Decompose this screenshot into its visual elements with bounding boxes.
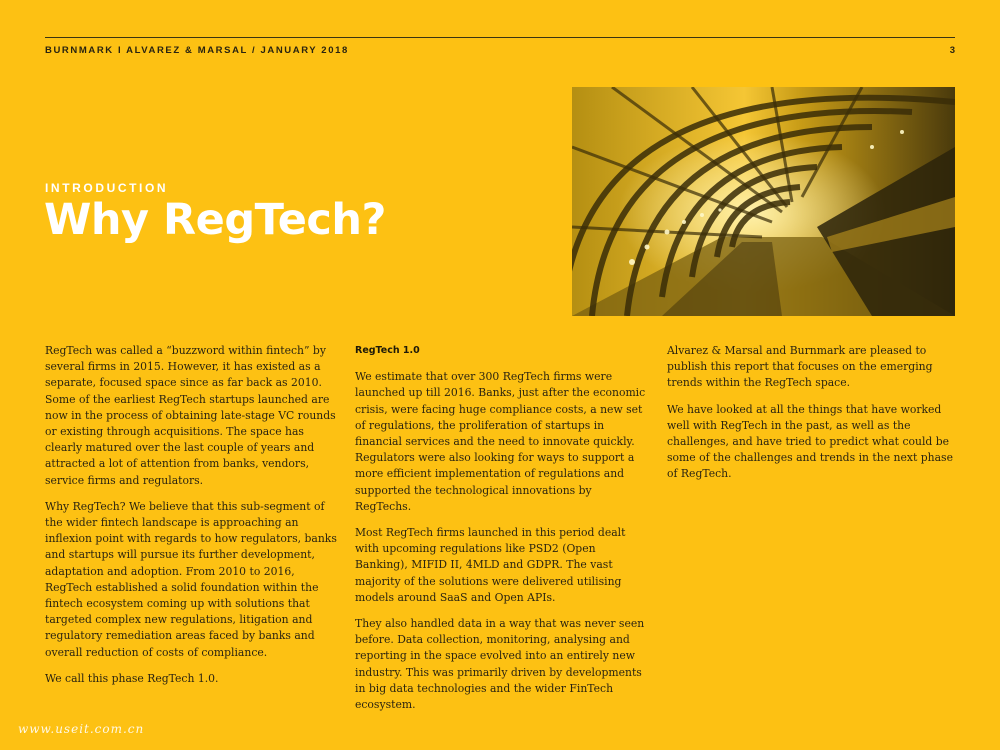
paragraph: We estimate that over 300 RegTech firms were launched up till 2016. Banks, just after the economic crisis, were facing huge compliance costs, a new set of regulations, the proliferation of startups in financial services and the need to innovate quickly. Regulators were also looking for ways to support a more efficient implementation of regulations and supported the technological innovations by RegTechs. — [355, 370, 646, 513]
watermark: www.useit.com.cn — [18, 722, 145, 736]
section-kicker: INTRODUCTION — [45, 181, 169, 195]
page-number: 3 — [949, 45, 955, 56]
column-3 — [667, 343, 959, 493]
tunnel-illustration — [572, 87, 955, 316]
running-title: BURNMARK I ALVAREZ & MARSAL / JANUARY 2018 — [45, 45, 349, 56]
column-2 — [355, 343, 647, 723]
subsection-heading: RegTech 1.0 — [355, 345, 420, 356]
paragraph: Most RegTech firms launched in this period dealt with upcoming regulations like PSD2 (Open Banking), MIFID II, 4MLD and GDPR. The vast majority of the solutions were delivered utilising models around SaaS and Open APIs. — [355, 526, 626, 604]
paragraph: Alvarez & Marsal and Burnmark are pleased to publish this report that focuses on the emerging trends within the RegTech space. — [667, 344, 933, 390]
paragraph: We have looked at all the things that have worked well with RegTech in the past, as well as the challenges, and have tried to predict what could be some of the challenges and trends in the next phase of RegTech. — [667, 402, 953, 481]
paragraph: We call this phase RegTech 1.0. — [45, 671, 219, 685]
header-rule — [45, 37, 955, 38]
paragraph: They also handled data in a way that was never seen before. Data collection, monitoring, analysing and reporting in the space evolved into an entirely new industry. This was primarily driven by developments in big data technologies and the wider FinTech ecosystem. — [355, 617, 645, 712]
page-title: Why RegTech? — [44, 195, 386, 245]
paragraph: Why RegTech? We believe that this sub-segment of the wider fintech landscape is approaching an inflexion point with regards to how regulators, banks and startups will pursue its further development, adaptation and adoption. From 2010 to 2016, RegTech established a solid foundation within the fintech ecosystem coming up with solutions that targeted complex new regulations, litigation and regulatory remediation areas faced by banks and overall reduction of costs of compliance. — [45, 499, 337, 659]
column-1 — [45, 343, 337, 697]
tunnel-photo — [572, 87, 955, 316]
paragraph: RegTech was called a “buzzword within fintech” by several firms in 2015. However, it has existed as a separate, focused space since as far back as 2010. Some of the earliest RegTech startups launched are now in the process of obtaining late-stage VC rounds or existing through acquisitions. The space has clearly matured over the last couple of years and attracted a lot of attention from banks, vendors, service firms and regulators. — [45, 344, 336, 487]
